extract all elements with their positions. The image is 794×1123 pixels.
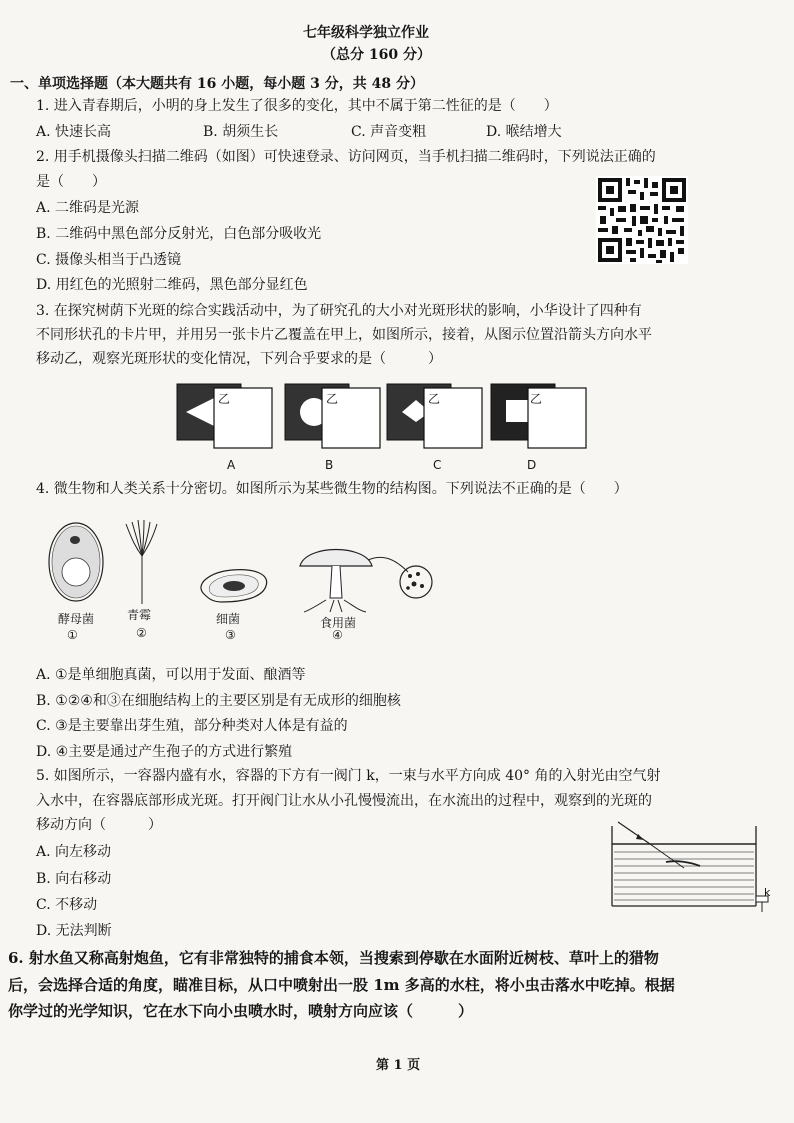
q3-choice-c: C [433,458,442,472]
q2-option-c: C. 摄像头相当于凸透镜 [36,252,182,268]
q3-choice-d: D [527,458,537,472]
q5-stem-line1: 5. 如图所示，一容器内盛有水，容器的下方有一阀门 k，一束与水平方向成 40° 角的入射光由空气射 [36,768,661,784]
q5-stem-line3: 移动方向（ ） [36,817,162,833]
mushroom-figure [296,536,436,614]
q3-stem-line3: 移动乙，观察光斑形状的变化情况，下列合乎要求的是（ ） [36,351,442,367]
page-subtitle: （总分 160 分） [322,47,431,63]
bacteria-name: 细菌 [216,612,241,626]
q1-option-b: B. 胡须生长 [203,124,279,140]
q5-stem-line2: 入水中，在容器底部形成光斑。打开阀门让水从小孔慢慢流出，在水流出的过程中，观察到的光斑的 [36,793,652,809]
penicillium-figure [122,520,162,604]
q4-option-c: C. ③是主要靠出芽生殖，部分种类对人体是有益的 [36,718,348,734]
q3-card-d-label: 乙 [530,392,543,406]
mushroom-name: 食用菌 [320,616,357,630]
bacteria-figure [198,566,272,606]
q2-option-b: B. 二维码中黑色部分反射光，白色部分吸收光 [36,226,322,242]
q3-card-c-label: 乙 [428,392,441,406]
q4-option-a: A. ①是单细胞真菌，可以用于发面、酿酒等 [36,667,306,683]
mushroom-number: ④ [332,628,343,642]
q1-stem: 1. 进入青春期后，小明的身上发生了很多的变化，其中不属于第二性征的是（ ） [36,98,558,114]
section-heading: 一、单项选择题（本大题共有 16 小题，每小题 3 分，共 48 分） [10,76,424,92]
q4-option-b: B. ①②④和③在细胞结构上的主要区别是有无成形的细胞核 [36,693,401,709]
q2-stem-line2: 是（ ） [36,174,106,190]
q5-option-d: D. 无法判断 [36,923,112,939]
q5-option-b: B. 向右移动 [36,871,112,887]
page-number: 第 1 页 [376,1058,421,1073]
valve-label: k [764,886,771,899]
q1-option-c: C. 声音变粗 [351,124,427,140]
q3-choice-a: A [227,458,236,472]
penicillium-number: ② [136,626,147,640]
q5-option-a: A. 向左移动 [36,844,112,860]
q3-stem-line2: 不同形状孔的卡片甲，并用另一张卡片乙覆盖在甲上，如图所示，接着，从图示位置沿箭头方向水平 [36,327,652,343]
q3-card-a-label: 乙 [218,392,231,406]
yeast-name: 酵母菌 [58,612,95,626]
q1-option-d: D. 喉结增大 [486,124,562,140]
page-title: 七年级科学独立作业 [303,25,429,41]
q4-option-d: D. ④主要是通过产生孢子的方式进行繁殖 [36,744,293,760]
q4-stem: 4. 微生物和人类关系十分密切。如图所示为某些微生物的结构图。下列说法不正确的是（ ） [36,481,628,497]
q6-stem-line1: 6. 射水鱼又称高射炮鱼，它有非常独特的捕食本领，当搜索到停歇在水面附近树枝、草叶上的猎物 [8,949,659,967]
q2-option-d: D. 用红色的光照射二维码，黑色部分显红色 [36,277,308,293]
qr-code-figure [596,176,688,264]
q5-option-c: C. 不移动 [36,897,98,913]
yeast-figure [46,520,106,604]
yeast-number: ① [67,628,78,642]
penicillium-name: 青霉 [127,608,152,622]
water-container-figure [604,812,774,920]
q3-stem-line1: 3. 在探究树荫下光斑的综合实践活动中，为了研究孔的大小对光斑形状的影响，小华设计了四种有 [36,303,642,319]
q1-option-a: A. 快速长高 [36,124,112,140]
q3-choice-b: B [325,458,334,472]
q3-card-b-label: 乙 [326,392,339,406]
bacteria-number: ③ [225,628,236,642]
q6-stem-line2: 后，会选择合适的角度，瞄准目标，从口中喷射出一股 1m 多高的水柱，将小虫击落水中吃掉。根据 [8,976,675,994]
q2-stem-line1: 2. 用手机摄像头扫描二维码（如图）可快速登录、访问网页，当手机扫描二维码时，下列说法正确的 [36,149,656,165]
q2-option-a: A. 二维码是光源 [36,200,140,216]
q6-stem-line3: 你学过的光学知识，它在水下向小虫喷水时，喷射方向应该（ ） [8,1002,474,1020]
